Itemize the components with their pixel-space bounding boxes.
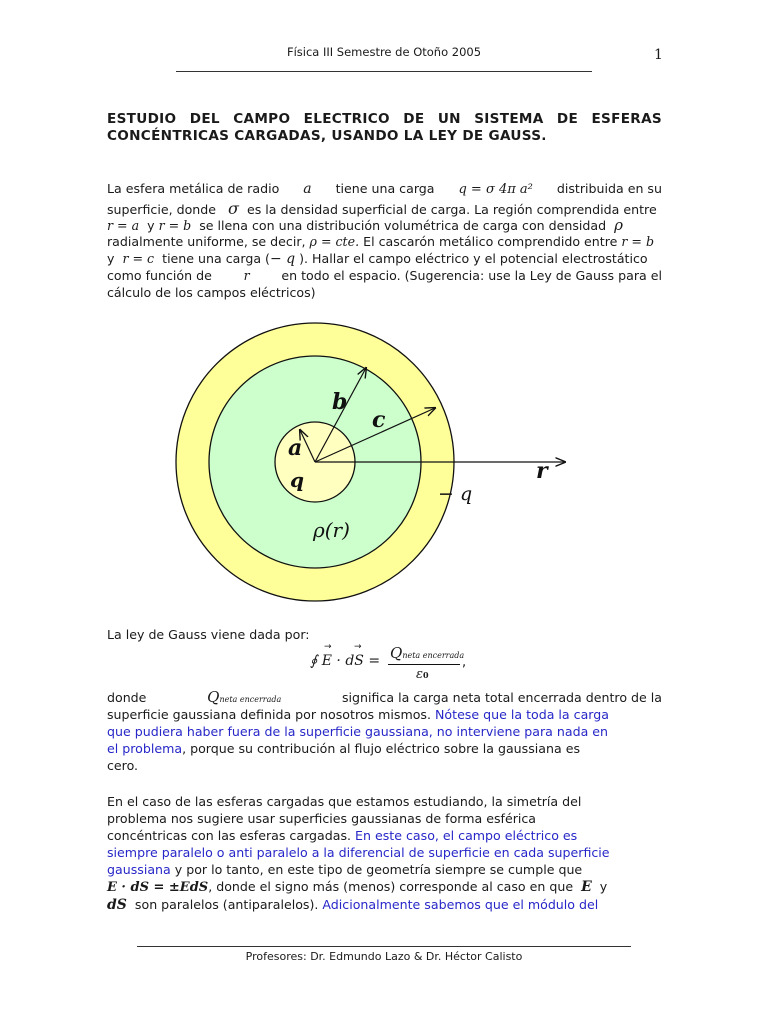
label-b: b [332, 389, 348, 415]
label-q: q [290, 468, 304, 492]
gauss-formula: ∮ E · dS = → → Qneta encerrada ε0 , [310, 642, 467, 682]
label-a: a [288, 435, 303, 461]
label-r: r [536, 458, 548, 484]
gauss-intro: La ley de Gauss viene dada por: [107, 627, 310, 642]
label-rho: ρ(r) [313, 518, 350, 542]
header-rule [176, 71, 592, 72]
page-number: 1 [654, 47, 663, 63]
page-title: ESTUDIO DEL CAMPO ELECTRICO DE UN SISTEMA DE ESFERAS CONCÉNTRICAS CARGADAS, USANDO LA LEY DE GAUSS. [107, 111, 662, 144]
label-c: c [372, 407, 386, 433]
label-minus-q: − q [438, 483, 473, 505]
page-header: Física III Semestre de Otoño 2005 [286, 45, 482, 59]
footer-rule [137, 946, 631, 947]
footer-professors: Profesores: Dr. Edmundo Lazo & Dr. Héctor Calisto [245, 950, 523, 963]
concentric-spheres-diagram [170, 315, 590, 615]
